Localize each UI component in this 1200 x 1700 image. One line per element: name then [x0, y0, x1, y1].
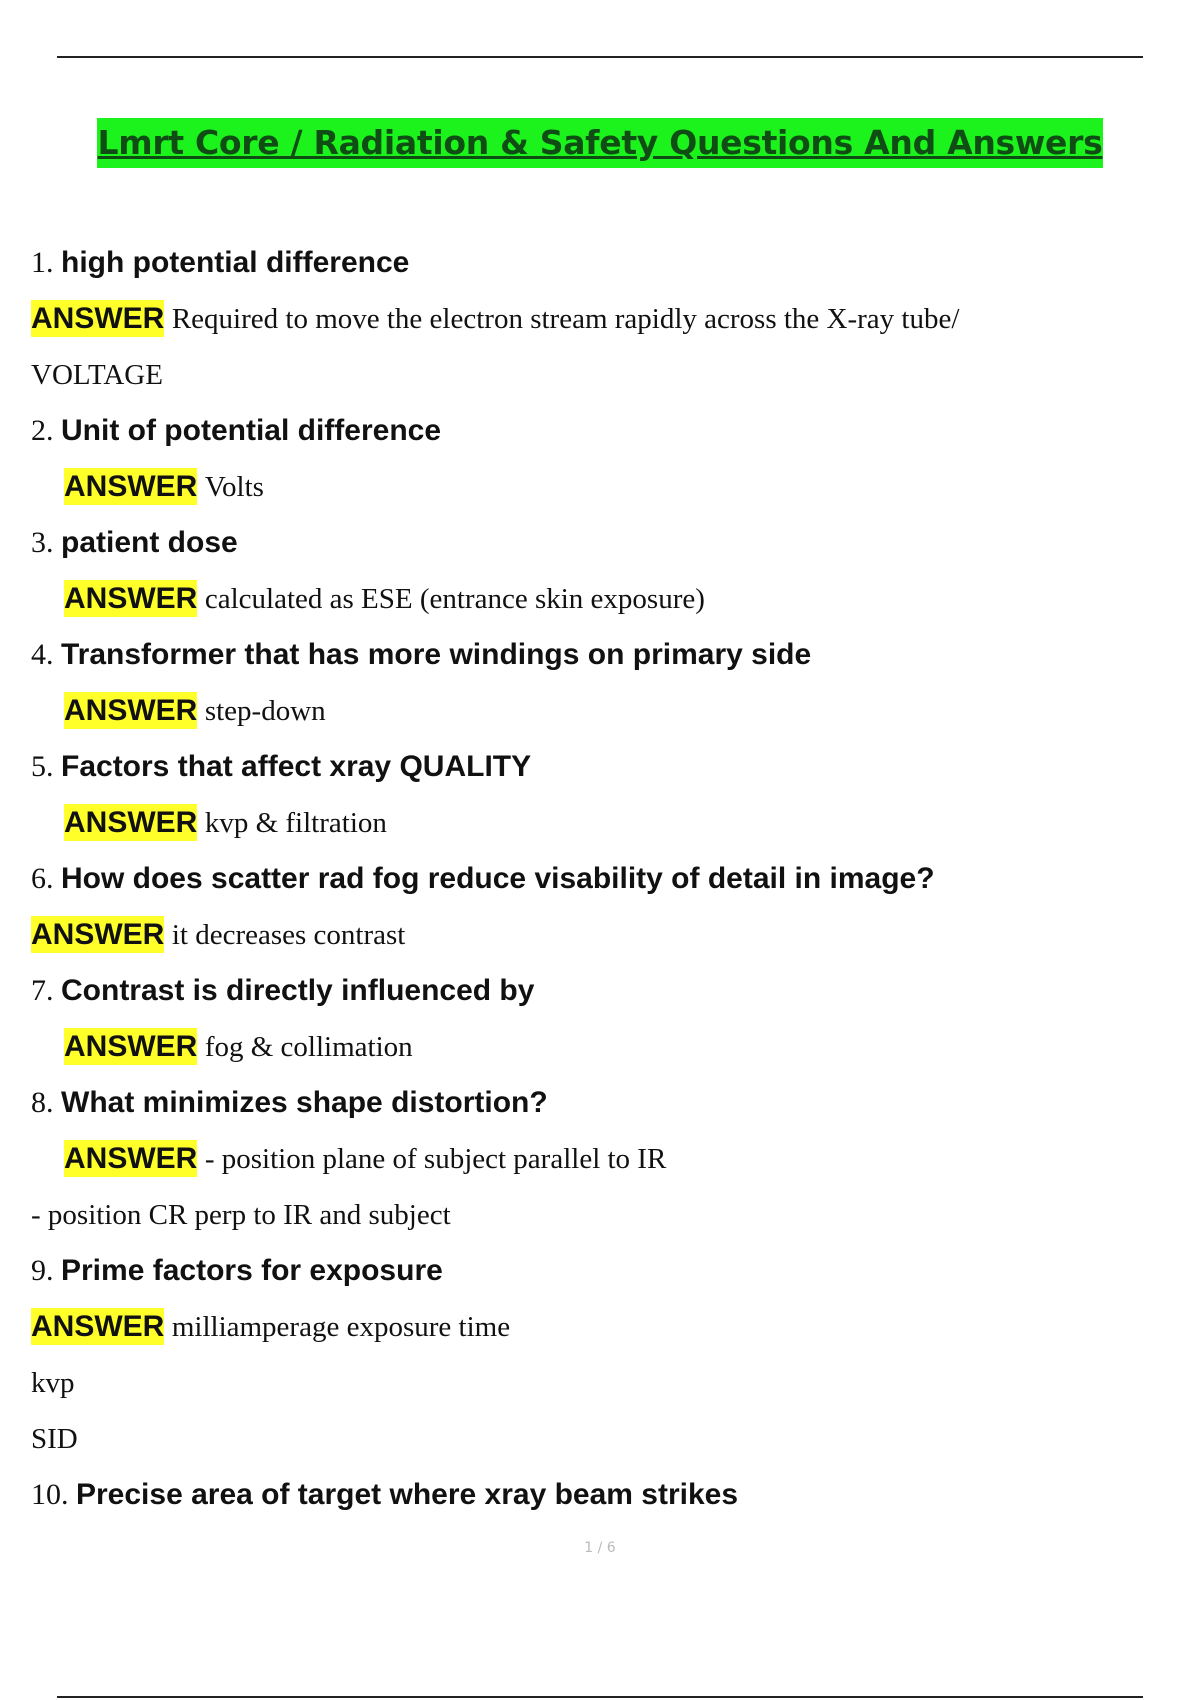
question-5 [31, 739, 1171, 795]
question-3 [31, 515, 1171, 571]
answer-text: step-down [204, 695, 326, 727]
question-number: 4. [31, 638, 54, 671]
answer-7 [31, 1019, 1171, 1075]
answer-text: Required to move the electron stream rapidly across the X-ray tube/ [171, 303, 960, 335]
answer-text: Volts [204, 471, 264, 503]
answer-text: it decreases contrast [171, 919, 406, 951]
question-text: Transformer that has more windings on primary side [61, 638, 812, 671]
question-number: 5. [31, 750, 54, 783]
question-text: Unit of potential difference [61, 414, 442, 447]
answer-label: ANSWER [64, 1142, 198, 1175]
answer-1 [31, 291, 1171, 347]
question-number: 6. [31, 862, 54, 895]
title-container [0, 118, 1200, 168]
question-text: high potential difference [61, 246, 410, 279]
answer-3 [31, 571, 1171, 627]
answer-text: - position CR perp to IR and subject [31, 1199, 451, 1231]
answer-text: kvp & filtration [204, 807, 387, 839]
answer-text: SID [31, 1423, 78, 1455]
answer-label: ANSWER [31, 1310, 165, 1343]
answer-label: ANSWER [64, 694, 198, 727]
answer-1-continued [31, 347, 1171, 403]
document-title: Lmrt Core / Radiation & Safety Questions And Answers [97, 118, 1104, 168]
answer-2 [31, 459, 1171, 515]
question-text: What minimizes shape distortion? [61, 1086, 548, 1119]
question-text: Factors that affect xray QUALITY [61, 750, 532, 783]
top-divider [57, 56, 1143, 58]
question-number: 9. [31, 1254, 54, 1287]
answer-label: ANSWER [64, 806, 198, 839]
bottom-divider [57, 1696, 1143, 1698]
question-number: 10. [31, 1478, 69, 1511]
answer-9-continued [31, 1411, 1171, 1467]
question-number: 1. [31, 246, 54, 279]
qa-list [31, 235, 1171, 1523]
answer-label: ANSWER [31, 918, 165, 951]
answer-6 [31, 907, 1171, 963]
question-2 [31, 403, 1171, 459]
answer-9 [31, 1299, 1171, 1355]
question-number: 8. [31, 1086, 54, 1119]
question-text: How does scatter rad fog reduce visability of detail in image? [61, 862, 935, 895]
question-6 [31, 851, 1171, 907]
question-8 [31, 1075, 1171, 1131]
question-text: Precise area of target where xray beam strikes [76, 1478, 739, 1511]
answer-8 [31, 1131, 1171, 1187]
question-4 [31, 627, 1171, 683]
answer-9-continued [31, 1355, 1171, 1411]
answer-text: milliamperage exposure time [171, 1311, 511, 1343]
question-number: 3. [31, 526, 54, 559]
answer-4 [31, 683, 1171, 739]
answer-text: - position plane of subject parallel to IR [204, 1143, 667, 1175]
question-9 [31, 1243, 1171, 1299]
answer-text: VOLTAGE [31, 359, 163, 391]
question-text: Prime factors for exposure [61, 1254, 443, 1287]
answer-text: fog & collimation [204, 1031, 413, 1063]
answer-text: kvp [31, 1367, 75, 1399]
answer-label: ANSWER [31, 302, 165, 335]
question-number: 2. [31, 414, 54, 447]
answer-8-continued [31, 1187, 1171, 1243]
question-7 [31, 963, 1171, 1019]
answer-label: ANSWER [64, 470, 198, 503]
question-10 [31, 1467, 1171, 1523]
question-text: patient dose [61, 526, 238, 559]
page-number: 1 / 6 [584, 1540, 616, 1556]
answer-text: calculated as ESE (entrance skin exposure) [204, 583, 705, 615]
answer-5 [31, 795, 1171, 851]
answer-label: ANSWER [64, 1030, 198, 1063]
answer-label: ANSWER [64, 582, 198, 615]
question-text: Contrast is directly influenced by [61, 974, 535, 1007]
question-1 [31, 235, 1171, 291]
question-number: 7. [31, 974, 54, 1007]
